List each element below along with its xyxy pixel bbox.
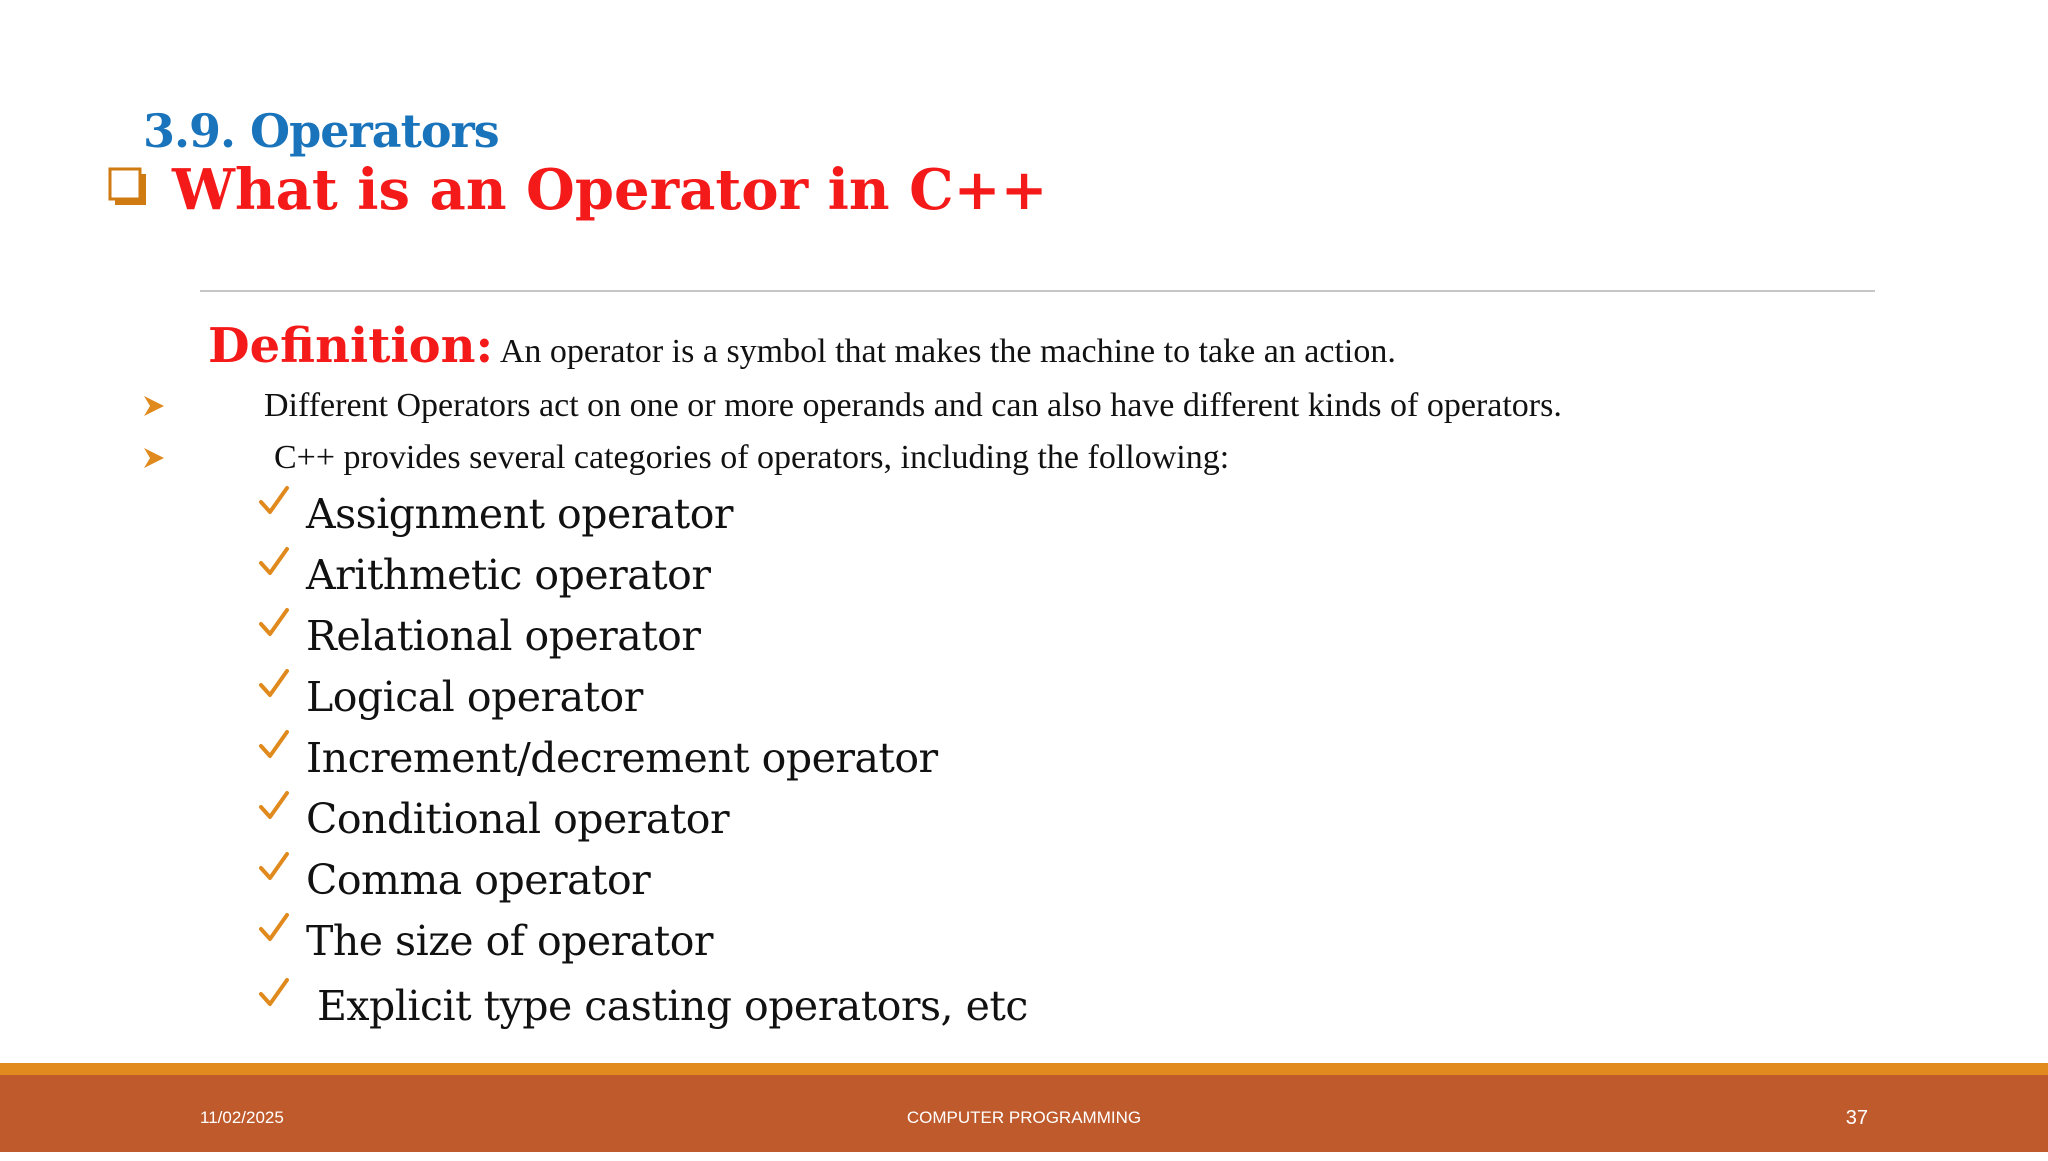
arrow-bullet-icon [140,384,168,428]
operator-label: Explicit type casting operators, etc [317,982,1028,1030]
operator-label: Increment/decrement operator [306,734,938,782]
operator-label: The size of operator [306,917,713,965]
arrow-bullet-text: C++ provides several categories of operators, including the following: [274,439,1230,476]
operator-label: Logical operator [306,673,643,721]
operator-label: Conditional operator [306,795,730,843]
title-divider [200,290,1875,292]
checkmark-icon [258,484,290,518]
checkmark-icon [258,728,290,762]
arrow-bullet-icon [140,436,168,480]
operator-label: Arithmetic operator [306,551,711,599]
definition-text: An operator is a symbol that makes the machine to take an action. [493,333,1396,370]
checkmark-icon [258,789,290,823]
checkmark-icon [258,667,290,701]
slide-title: What is an Operator in C++ [172,157,1048,223]
slide-page-number: 37 [1845,1107,1868,1129]
operator-label: Comma operator [306,856,651,904]
checkmark-icon [258,976,290,1010]
footer-date: 11/02/2025 [200,1108,284,1127]
definition-label: Definition: [208,318,494,374]
main-title-row [108,157,1048,236]
checkmark-icon [258,606,290,640]
checkmark-icon [258,911,290,945]
definition-line [208,316,1396,388]
operator-label: Assignment operator [306,490,734,538]
footer-course-title: COMPUTER PROGRAMMING [906,1108,1142,1127]
arrow-bullet-text: Different Operators act on one or more operands and can also have different kinds of operators. [264,387,1562,424]
footer-accent-stripe [0,1063,2048,1075]
operator-label: Relational operator [306,612,701,660]
section-heading: 3.9. Operators [143,104,499,158]
checkmark-icon [258,545,290,579]
checkbox-square-icon [108,167,148,207]
slide-footer [0,1075,2048,1152]
checkmark-icon [258,850,290,884]
